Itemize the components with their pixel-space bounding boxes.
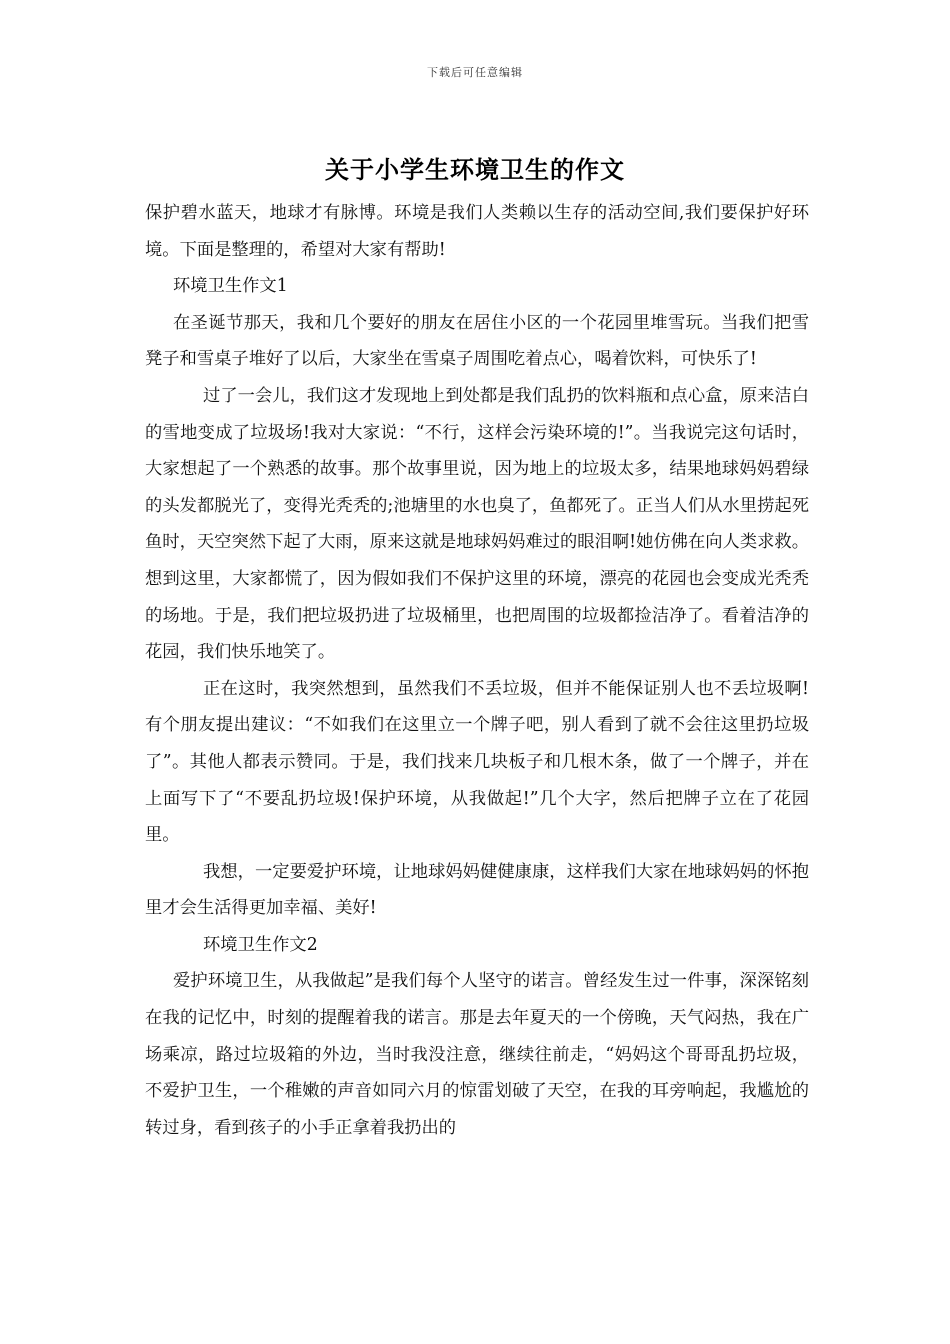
section-heading-2: 环境卫生作文2 <box>203 934 318 955</box>
essay1-paragraph-3: 正在这时，我突然想到，虽然我们不丢垃圾，但并不能保证别人也不丢垃圾啊!有个朋友提出建议：“不如我们在这里立一个牌子吧，别人看到了就不会往这里扔垃圾了”。其他人都表示赞同。于是，我们找来几块板子和几根木条，做了一个牌子，并在上面写下了“不要乱扔垃圾!保护环境，从我做起!”几个大字，然后把牌子立在了花园里。 <box>145 678 809 846</box>
essay1-paragraph-2: 过了一会儿，我们这才发现地上到处都是我们乱扔的饮料瓶和点心盒，原来洁白的雪地变成了垃圾场!我对大家说：“不行，这样会污染环境的!”。当我说完这句话时，大家想起了一个熟悉的故事。那个故事里说，因为地上的垃圾太多，结果地球妈妈碧绿的头发都脱光了，变得光秃秃的;池塘里的水也臭了，鱼都死了。正当人们从水里捞起死鱼时，天空突然下起了大雨，原来这就是地球妈妈难过的眼泪啊!她仿佛在向人类求救。想到这里，大家都慌了，因为假如我们不保护这里的环境，漂亮的花园也会变成光秃秃的场地。于是，我们把垃圾扔进了垃圾桶里，也把周围的垃圾都捡洁净了。看着洁净的花园，我们快乐地笑了。 <box>145 385 809 663</box>
section-heading-1: 环境卫生作文1 <box>173 276 288 297</box>
document-body <box>145 195 809 1146</box>
header-note: 下载后可任意编辑 <box>427 66 523 79</box>
intro-paragraph: 保护碧水蓝天，地球才有脉博。环境是我们人类赖以生存的活动空间,我们要保护好环境。下面是整理的，希望对大家有帮助! <box>145 203 809 260</box>
essay1-paragraph-1: 在圣诞节那天，我和几个要好的朋友在居住小区的一个花园里堆雪玩。当我们把雪凳子和雪桌子堆好了以后，大家坐在雪桌子周围吃着点心，喝着饮料，可快乐了! <box>145 312 809 370</box>
essay2-paragraph-1: 爱护环境卫生，从我做起”是我们每个人坚守的诺言。曾经发生过一件事，深深铭刻在我的记忆中，时刻的提醒着我的诺言。那是去年夏天的一个傍晚，天气闷热，我在广场乘凉，路过垃圾箱的外边，当时我没注意，继续往前走，“妈妈这个哥哥乱扔垃圾，不爱护卫生，一个稚嫩的声音如同六月的惊雷划破了天空，在我的耳旁响起，我尴尬的转过身，看到孩子的小手正拿着我扔出的 <box>145 971 809 1138</box>
document-title: 关于小学生环境卫生的作文 <box>325 155 625 184</box>
essay1-paragraph-4: 我想，一定要爱护环境，让地球妈妈健健康康，这样我们大家在地球妈妈的怀抱里才会生活得更加幸福、美好! <box>145 861 809 919</box>
